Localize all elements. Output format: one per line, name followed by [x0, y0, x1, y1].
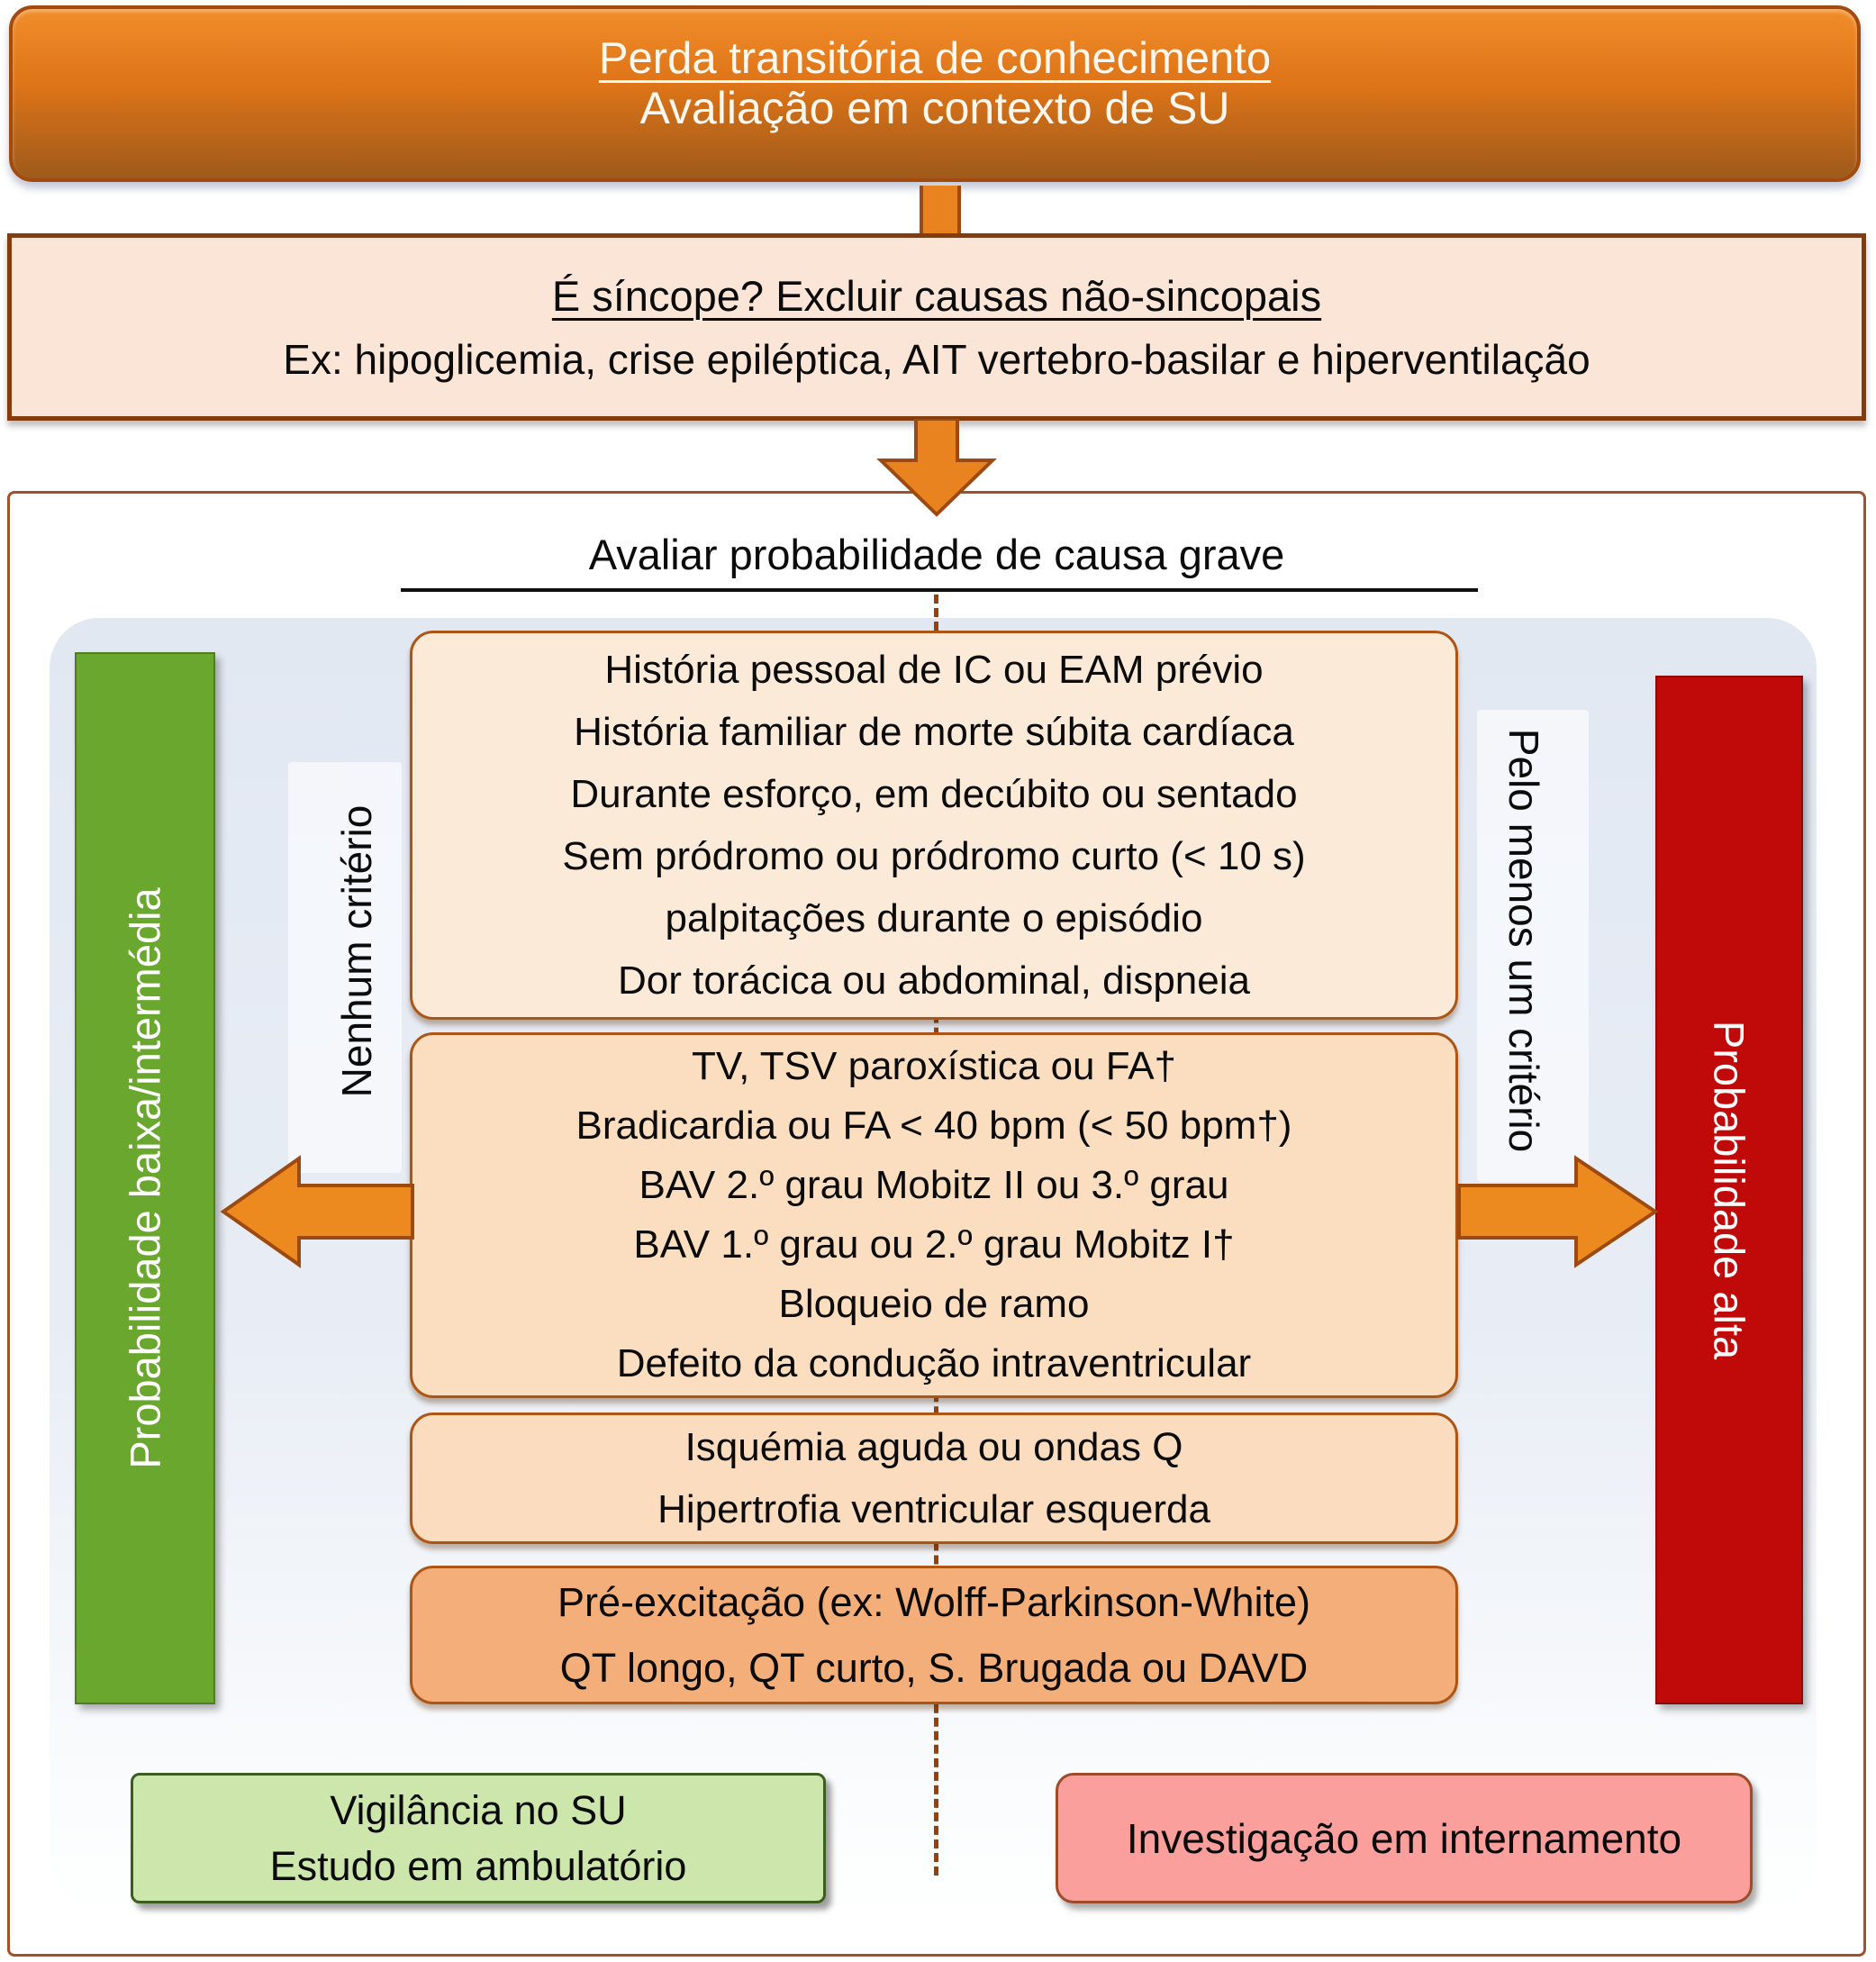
- low-probability-bar-label: Probabilidade baixa/intermédia: [121, 887, 169, 1469]
- criteria-box-history: [410, 631, 1458, 1020]
- no-criteria-label: Nenhum critério: [333, 804, 380, 1098]
- criteria-line: Dor torácica ou abdominal, dispneia: [618, 958, 1250, 1003]
- header-subtitle: Avaliação em contexto de SU: [639, 83, 1230, 133]
- criteria-line: TV, TSV paroxística ou FA†: [691, 1044, 1177, 1088]
- criteria-line: Isquémia aguda ou ondas Q: [684, 1425, 1183, 1469]
- screening-example: Ex: hipoglicemia, crise epiléptica, AIT vertebro-basilar e hiperventilação: [283, 335, 1591, 383]
- header-title: Perda transitória de conhecimento: [598, 34, 1272, 83]
- criteria-box-preexcitation: [410, 1566, 1458, 1704]
- criteria-line: Bradicardia ou FA < 40 bpm (< 50 bpm†): [575, 1104, 1292, 1148]
- criteria-line: BAV 1.º grau ou 2.º grau Mobitz I†: [633, 1222, 1235, 1267]
- criteria-line: Pré-excitação (ex: Wolff-Parkinson-White): [557, 1579, 1311, 1625]
- outcome-low-box: [131, 1773, 826, 1903]
- high-probability-bar-label: Probabilidade alta: [1705, 1020, 1754, 1360]
- criteria-line: História familiar de morte súbita cardíaca: [574, 710, 1294, 754]
- right-arrow-icon: [1455, 1151, 1659, 1272]
- outcome-high-label: Investigação em internamento: [1126, 1814, 1682, 1862]
- outcome-low-line: Estudo em ambulatório: [269, 1842, 687, 1889]
- header-box: [9, 5, 1861, 182]
- criteria-line: Hipertrofia ventricular esquerda: [657, 1487, 1210, 1531]
- outcome-low-line: Vigilância no SU: [330, 1786, 627, 1833]
- criteria-line: BAV 2.º grau Mobitz II ou 3.º grau: [639, 1163, 1229, 1207]
- criteria-line: Durante esforço, em decúbito ou sentado: [570, 772, 1298, 816]
- at-least-one-criterion-label: Pelo menos um critério: [1500, 728, 1547, 1153]
- screening-question: É síncope? Excluir causas não-sincopais: [551, 271, 1322, 320]
- criteria-box-ischemia: [410, 1412, 1458, 1544]
- criteria-line: QT longo, QT curto, S. Brugada ou DAVD: [559, 1645, 1309, 1691]
- criteria-line: palpitações durante o episódio: [665, 896, 1203, 940]
- connector-line: [920, 186, 961, 236]
- criteria-line: Sem pródromo ou pródromo curto (< 10 s): [562, 834, 1306, 878]
- outcome-high-box: [1056, 1773, 1753, 1903]
- criteria-line: História pessoal de IC ou EAM prévio: [604, 648, 1264, 692]
- down-arrow-icon: [874, 419, 1000, 518]
- criteria-line: Defeito da condução intraventricular: [616, 1341, 1252, 1385]
- criteria-box-ecg: [410, 1032, 1458, 1398]
- left-arrow-icon: [216, 1151, 416, 1272]
- criteria-line: Bloqueio de ramo: [778, 1282, 1090, 1326]
- assessment-title: Avaliar probabilidade de causa grave: [588, 531, 1285, 578]
- title-underline: [401, 588, 1478, 592]
- screening-box: [7, 233, 1866, 421]
